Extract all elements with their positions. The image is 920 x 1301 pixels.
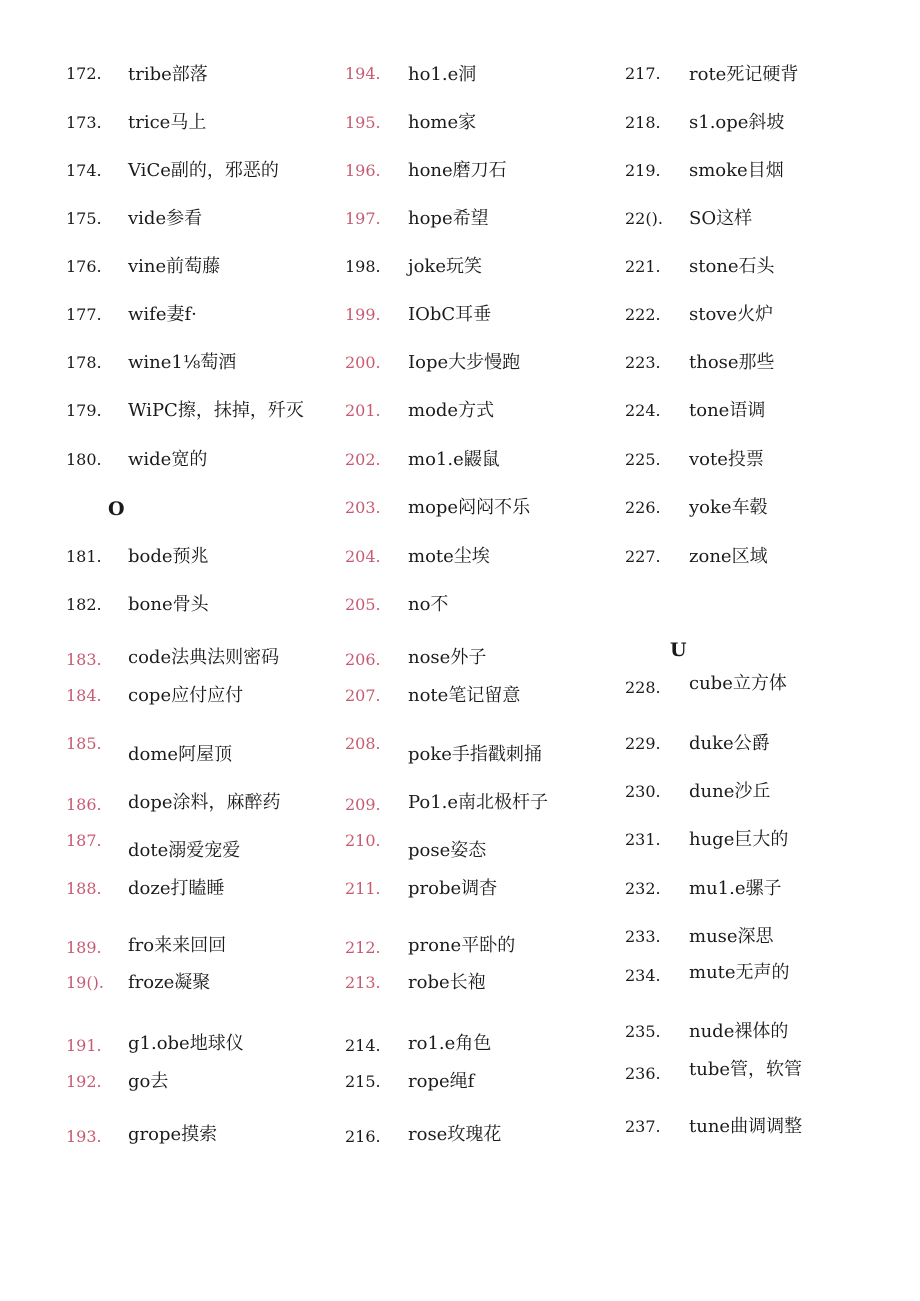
section-heading-o: O bbox=[108, 498, 125, 520]
entry-number-206: 206. bbox=[345, 650, 381, 669]
entry-number-235: 235. bbox=[625, 1022, 661, 1041]
entry-number-234: 234. bbox=[625, 966, 661, 985]
entry-word-200: Iope大步慢跑 bbox=[408, 352, 521, 373]
entry-word-182: bone骨头 bbox=[128, 594, 209, 615]
entry-word-213: robe长袍 bbox=[408, 972, 486, 993]
entry-word-173: trice马上 bbox=[128, 112, 207, 133]
entry-number-188: 188. bbox=[66, 879, 102, 898]
entry-number-228: 228. bbox=[625, 678, 661, 697]
entry-word-227: zone区域 bbox=[689, 546, 768, 567]
entry-number-177: 177. bbox=[66, 305, 102, 324]
entry-number-201: 201. bbox=[345, 401, 381, 420]
entry-number-224: 224. bbox=[625, 401, 661, 420]
entry-number-19: 19(). bbox=[66, 973, 104, 992]
entry-number-205: 205. bbox=[345, 595, 381, 614]
entry-word-208: poke手指戳刺捅 bbox=[408, 744, 542, 765]
entry-word-191: g1.obe地球仪 bbox=[128, 1033, 244, 1054]
entry-word-224: tone语调 bbox=[689, 400, 766, 421]
entry-number-22: 22(). bbox=[625, 209, 663, 228]
entry-number-191: 191. bbox=[66, 1036, 102, 1055]
entry-word-202: mo1.e鼹鼠 bbox=[408, 449, 500, 470]
entry-word-198: joke玩笑 bbox=[408, 256, 482, 277]
entry-word-216: rose玫瑰花 bbox=[408, 1124, 502, 1145]
entry-number-182: 182. bbox=[66, 595, 102, 614]
entry-word-210: pose姿态 bbox=[408, 840, 487, 861]
entry-number-179: 179. bbox=[66, 401, 102, 420]
entry-number-198: 198. bbox=[345, 257, 381, 276]
entry-word-221: stone石头 bbox=[689, 256, 775, 277]
entry-number-214: 214. bbox=[345, 1036, 381, 1055]
entry-word-199: IObC耳垂 bbox=[408, 304, 492, 325]
entry-number-237: 237. bbox=[625, 1117, 661, 1136]
entry-word-172: tribe部落 bbox=[128, 64, 208, 85]
entry-word-217: rote死记硬背 bbox=[689, 64, 799, 85]
entry-word-232: mu1.e骡子 bbox=[689, 878, 782, 899]
entry-number-223: 223. bbox=[625, 353, 661, 372]
entry-number-172: 172. bbox=[66, 64, 102, 83]
entry-word-229: duke公爵 bbox=[689, 733, 770, 754]
entry-word-223: those那些 bbox=[689, 352, 775, 373]
entry-word-222: stove火炉 bbox=[689, 304, 774, 325]
entry-number-236: 236. bbox=[625, 1064, 661, 1083]
entry-word-192: go去 bbox=[128, 1071, 169, 1092]
entry-word-235: nude裸体的 bbox=[689, 1021, 789, 1042]
entry-number-178: 178. bbox=[66, 353, 102, 372]
entry-word-204: mote尘埃 bbox=[408, 546, 490, 567]
entry-word-176: vine前萄藤 bbox=[128, 256, 221, 277]
entry-word-183: code法典法则密码 bbox=[128, 647, 280, 668]
entry-word-231: huge巨大的 bbox=[689, 829, 789, 850]
entry-number-202: 202. bbox=[345, 450, 381, 469]
entry-word-175: vide参看 bbox=[128, 208, 203, 229]
entry-word-205: no不 bbox=[408, 594, 449, 615]
entry-word-193: grope摸索 bbox=[128, 1124, 218, 1145]
entry-number-184: 184. bbox=[66, 686, 102, 705]
entry-number-217: 217. bbox=[625, 64, 661, 83]
entry-word-209: Po1.e南北极杆子 bbox=[408, 792, 549, 813]
entry-word-184: cope应付应付 bbox=[128, 685, 244, 706]
entry-number-180: 180. bbox=[66, 450, 102, 469]
entry-word-186: dope涂料，麻醉药 bbox=[128, 792, 281, 813]
entry-number-229: 229. bbox=[625, 734, 661, 753]
entry-number-174: 174. bbox=[66, 161, 102, 180]
entry-number-233: 233. bbox=[625, 927, 661, 946]
entry-word-189: fro来来回回 bbox=[128, 935, 227, 956]
entry-word-188: doze打瞌睡 bbox=[128, 878, 225, 899]
entry-number-211: 211. bbox=[345, 879, 381, 898]
entry-number-225: 225. bbox=[625, 450, 661, 469]
entry-number-189: 189. bbox=[66, 938, 102, 957]
entry-number-196: 196. bbox=[345, 161, 381, 180]
entry-word-185: dome阿屋顶 bbox=[128, 744, 233, 765]
entry-word-218: s1.ope斜坡 bbox=[689, 112, 785, 133]
entry-word-180: wide宽的 bbox=[128, 449, 208, 470]
entry-number-212: 212. bbox=[345, 938, 381, 957]
entry-number-219: 219. bbox=[625, 161, 661, 180]
entry-number-231: 231. bbox=[625, 830, 661, 849]
entry-word-233: muse深思 bbox=[689, 926, 774, 947]
entry-number-199: 199. bbox=[345, 305, 381, 324]
entry-number-194: 194. bbox=[345, 64, 381, 83]
entry-number-200: 200. bbox=[345, 353, 381, 372]
entry-number-230: 230. bbox=[625, 782, 661, 801]
entry-word-197: hope希望 bbox=[408, 208, 489, 229]
entry-word-234: mute无声的 bbox=[689, 962, 790, 983]
entry-number-175: 175. bbox=[66, 209, 102, 228]
entry-number-210: 210. bbox=[345, 831, 381, 850]
entry-word-207: note笔记留意 bbox=[408, 685, 521, 706]
entry-number-186: 186. bbox=[66, 795, 102, 814]
entry-number-232: 232. bbox=[625, 879, 661, 898]
entry-word-228: cube立方体 bbox=[689, 673, 787, 694]
entry-number-193: 193. bbox=[66, 1127, 102, 1146]
entry-word-195: home家 bbox=[408, 112, 477, 133]
entry-number-187: 187. bbox=[66, 831, 102, 850]
entry-word-196: hone磨刀石 bbox=[408, 160, 507, 181]
entry-number-213: 213. bbox=[345, 973, 381, 992]
entry-word-187: dote溺爱宠爱 bbox=[128, 840, 241, 861]
entry-word-179: WiPC擦，抹掉，歼灭 bbox=[128, 400, 304, 421]
entry-word-174: ViCe副的，邪恶的 bbox=[128, 160, 279, 181]
entry-word-194: ho1.e洞 bbox=[408, 64, 477, 85]
entry-number-215: 215. bbox=[345, 1072, 381, 1091]
entry-word-22: SO这样 bbox=[689, 208, 753, 229]
entry-number-173: 173. bbox=[66, 113, 102, 132]
entry-word-177: wife妻f· bbox=[128, 304, 197, 325]
entry-number-181: 181. bbox=[66, 547, 102, 566]
entry-word-181: bode预兆 bbox=[128, 546, 209, 567]
entry-word-226: yoke车毂 bbox=[689, 497, 768, 518]
entry-word-219: smoke目烟 bbox=[689, 160, 784, 181]
entry-word-211: probe调杳 bbox=[408, 878, 498, 899]
entry-word-237: tune曲调调整 bbox=[689, 1116, 803, 1137]
entry-number-185: 185. bbox=[66, 734, 102, 753]
entry-word-201: mode方式 bbox=[408, 400, 495, 421]
entry-number-176: 176. bbox=[66, 257, 102, 276]
entry-word-212: prone平卧的 bbox=[408, 935, 516, 956]
entry-number-208: 208. bbox=[345, 734, 381, 753]
entry-word-19: froze凝聚 bbox=[128, 972, 211, 993]
entry-number-227: 227. bbox=[625, 547, 661, 566]
entry-word-215: rope绳f bbox=[408, 1071, 475, 1092]
entry-word-225: vote投票 bbox=[689, 449, 764, 470]
entry-word-230: dune沙丘 bbox=[689, 781, 771, 802]
entry-word-178: wine1⅛萄酒 bbox=[128, 352, 237, 373]
entry-number-209: 209. bbox=[345, 795, 381, 814]
entry-number-222: 222. bbox=[625, 305, 661, 324]
entry-number-195: 195. bbox=[345, 113, 381, 132]
entry-number-207: 207. bbox=[345, 686, 381, 705]
entry-number-197: 197. bbox=[345, 209, 381, 228]
entry-word-214: ro1.e角色 bbox=[408, 1033, 492, 1054]
section-heading-u: U bbox=[670, 639, 687, 661]
entry-word-206: nose外子 bbox=[408, 647, 487, 668]
entry-word-236: tube管，软管 bbox=[689, 1059, 803, 1080]
entry-number-216: 216. bbox=[345, 1127, 381, 1146]
entry-number-218: 218. bbox=[625, 113, 661, 132]
entry-number-221: 221. bbox=[625, 257, 661, 276]
entry-number-204: 204. bbox=[345, 547, 381, 566]
entry-word-203: mope闷闷不乐 bbox=[408, 497, 531, 518]
entry-number-192: 192. bbox=[66, 1072, 102, 1091]
entry-number-226: 226. bbox=[625, 498, 661, 517]
entry-number-203: 203. bbox=[345, 498, 381, 517]
entry-number-183: 183. bbox=[66, 650, 102, 669]
